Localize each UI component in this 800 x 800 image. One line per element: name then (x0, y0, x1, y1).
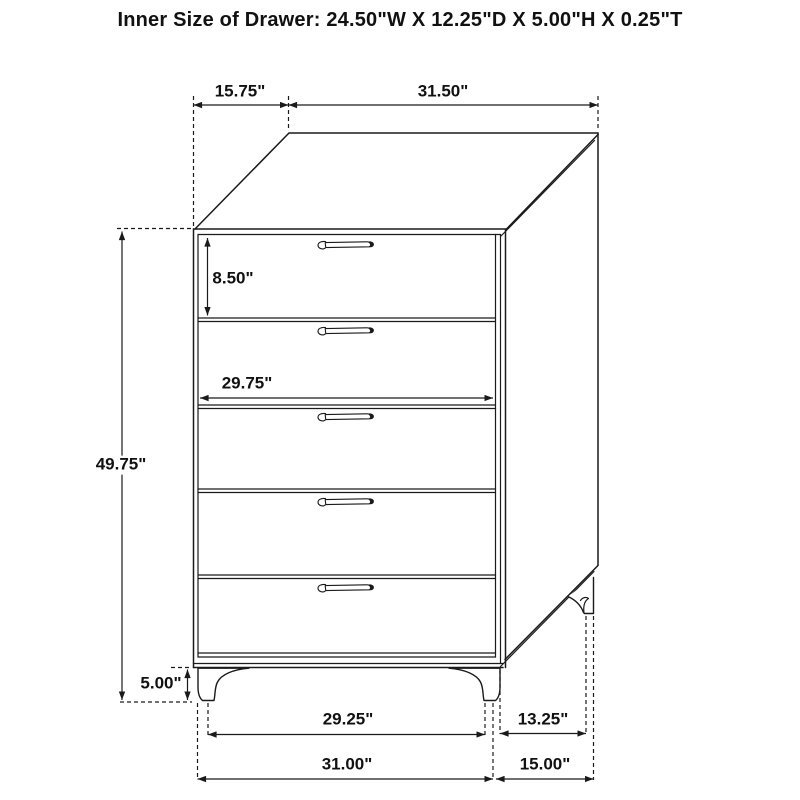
chest-top-face-edge (195, 133, 598, 229)
chest-top-right-edge-inner (501, 141, 595, 237)
drawer-1-handle-icon (318, 241, 374, 249)
dim-label-front-overall-width: 31.00" (321, 754, 373, 774)
front-left-leg (198, 668, 249, 701)
drawer-5-handle-icon (318, 584, 374, 592)
drawer-separators (198, 318, 496, 579)
dim-label-leg-height: 5.00" (140, 673, 182, 693)
dim-label-top-width: 31.50" (417, 81, 469, 101)
drawer-3-handle-icon (318, 413, 374, 421)
dim-label-front-feet-span: 29.25" (322, 709, 374, 729)
drawer-handles (318, 241, 374, 592)
front-right-leg (449, 668, 500, 701)
dim-label-drawer-front-width: 29.75" (221, 373, 273, 393)
top-dimension-lines (194, 96, 599, 227)
dim-label-drawer-front-height: 8.50" (212, 268, 254, 288)
drawer-2-handle-icon (318, 327, 374, 335)
chest-body (194, 133, 599, 668)
dim-label-side-feet-span: 13.25" (517, 709, 569, 729)
page-title: Inner Size of Drawer: 24.50"W X 12.25"D X 5.00"H X 0.25"T (117, 9, 683, 31)
dim-label-top-depth: 15.75" (214, 81, 266, 101)
dim-label-overall-height: 49.75" (95, 454, 147, 474)
drawer-4-handle-icon (318, 498, 374, 506)
chest-top-right-edge (506, 135, 598, 230)
dim-label-side-overall-depth: 15.00" (519, 754, 571, 774)
chest-legs (198, 578, 594, 701)
